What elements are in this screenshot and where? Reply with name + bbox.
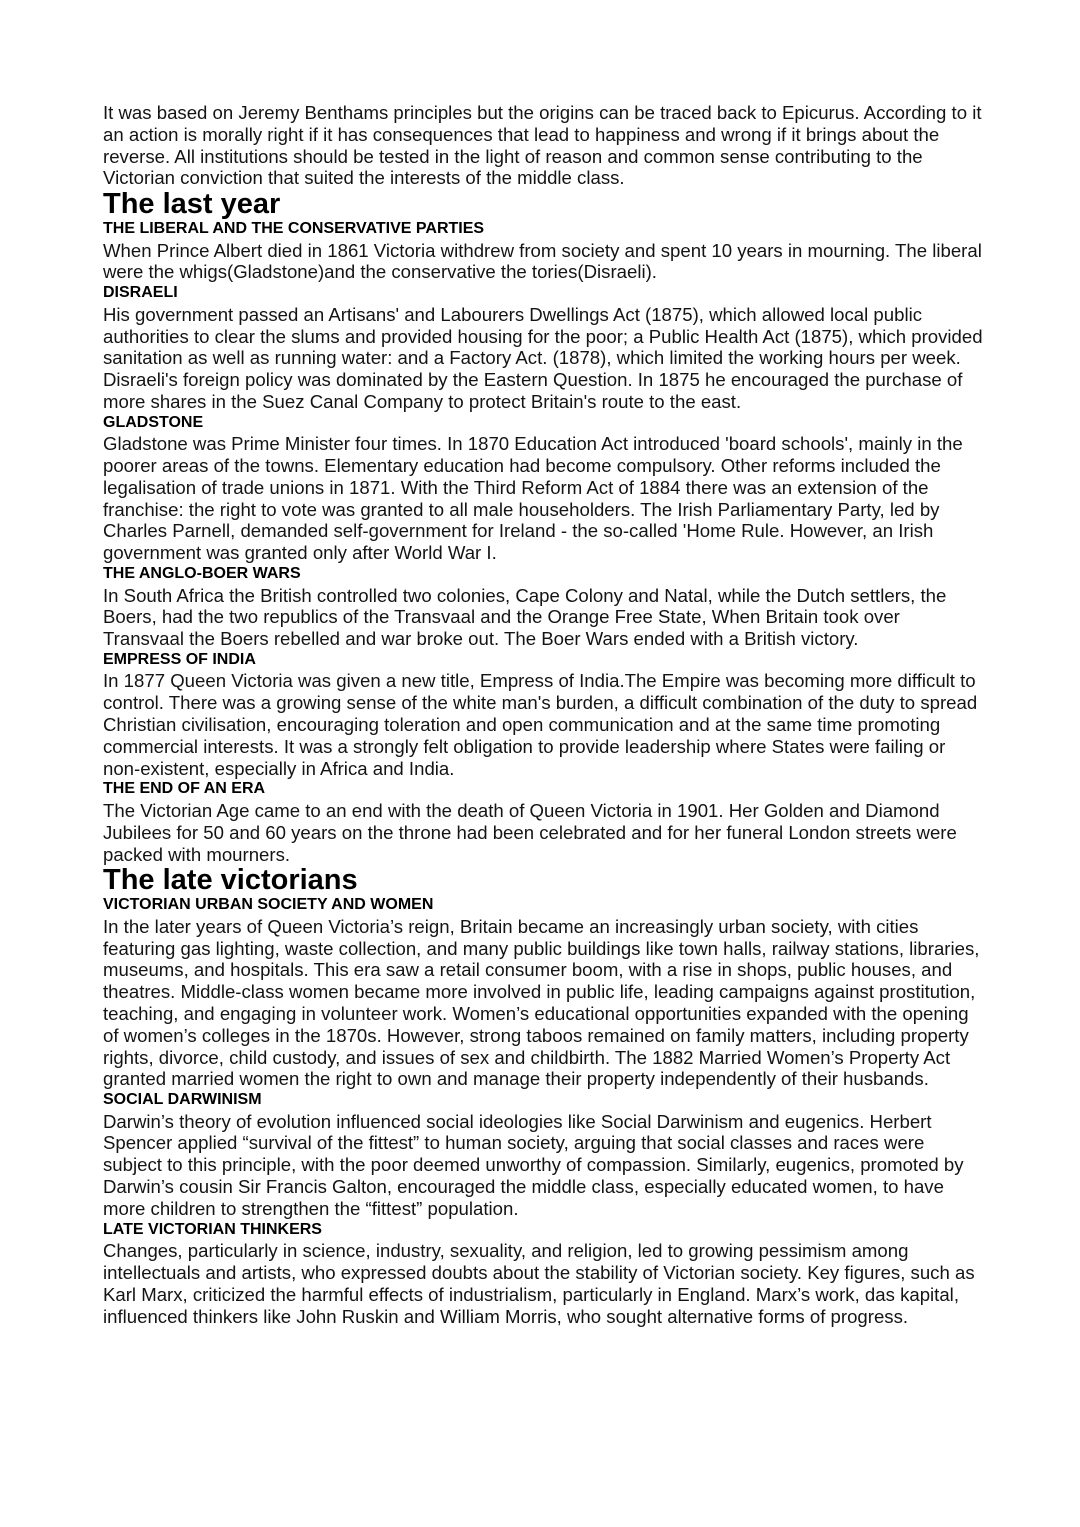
section-title-late-victorians: The late victorians [103,864,358,897]
paragraph-late-victorian-thinkers: Changes, particularly in science, industry, sexuality, and religion, led to growing pessimism among intellectuals and artists, who expressed doubts about the stability of Victorian society. Key figures, such as Karl Marx, criticized the harmful effects of industrialism, particularly in England. Marx’s work, das kapital, influenced thinkers like John Ruskin and William Morris, who sought alternative forms of progress. [103,1240,975,1327]
heading-gladstone: GLADSTONE [103,413,204,431]
heading-empress-of-india: EMPRESS OF INDIA [103,650,256,668]
paragraph-anglo-boer-wars: In South Africa the British controlled two colonies, Cape Colony and Natal, while the Dutch settlers, the Boers, had the two republics of the Transvaal and the Orange Free State, When Britain took over Transvaal the Boers rebelled and war broke out. The Boer Wars ended with a British victory. [103,584,947,650]
intro-paragraph: It was based on Jeremy Benthams principles but the origins can be traced back to Epicurus. According to it an action is morally right if it has consequences that lead to happiness and wrong if it brings about the reverse. All institutions should be tested in the light of reason and common sense contributing to the Victorian conviction that suited the interests of the middle class. [103,102,982,189]
document-page [103,102,983,1327]
paragraph-gladstone: Gladstone was Prime Minister four times. In 1870 Education Act introduced 'board schools', mainly in the poorer areas of the towns. Elementary education had become compulsory. Other reforms included the legalisation of trade unions in 1871. With the Third Reform Act of 1884 there was an extension of the franchise: the right to vote was granted to all male householders. The Irish Parliamentary Party, led by Charles Parnell, demanded self-government for Ireland - the so-called 'Home Rule. However, an Irish government was granted only after World War I. [103,433,963,564]
heading-end-of-an-era: THE END OF AN ERA [103,780,266,798]
heading-urban-society-women: VICTORIAN URBAN SOCIETY AND WOMEN [103,896,434,914]
paragraph-urban-society-women: In the later years of Queen Victoria’s reign, Britain became an increasingly urban society, with cities featuring gas lighting, waste collection, and many public buildings like town halls, railway stations, libraries, museums, and hospitals. This era saw a retail consumer boom, with a rise in shops, public houses, and theatres. Middle-class women became more involved in public life, leading campaigns against prostitution, teaching, and engaging in volunteer work. Women’s educational opportunities expanded with the opening of women’s colleges in the 1870s. However, strong taboos remained on family matters, including property rights, divorce, child custody, and issues of sex and childbirth. The 1882 Married Women’s Property Act granted married women the right to own and manage their property independently of their husbands. [103,915,980,1090]
heading-disraeli: DISRAELI [103,284,178,302]
paragraph-social-darwinism: Darwin’s theory of evolution influenced social ideologies like Social Darwinism and eugenics. Herbert Spencer applied “survival of the fittest” to human society, arguing that social classes and races were subject to this principle, with the poor deemed unworthy of compassion. Similarly, eugenics, promoted by Darwin’s cousin Sir Francis Galton, encouraged the middle class, especially educated women, to have more children to strengthen the “fittest” population. [103,1110,964,1219]
paragraph-end-of-an-era: The Victorian Age came to an end with the death of Queen Victoria in 1901. Her Golden and Diamond Jubilees for 50 and 60 years on the throne had been celebrated and for her funeral London streets were packed with mourners. [103,799,957,865]
paragraph-empress-of-india: In 1877 Queen Victoria was given a new title, Empress of India.The Empire was becoming more difficult to control. There was a growing sense of the white man's burden, a difficult combination of the duty to spread Christian civilisation, encouraging toleration and open communication and at the same time promoting commercial interests. It was a strongly felt obligation to provide leadership where States were failing or non-existent, especially in Africa and India. [103,670,978,779]
paragraph-disraeli: His government passed an Artisans' and Labourers Dwellings Act (1875), which allowed local public authorities to clear the slums and provided housing for the poor; a Public Health Act (1875), which provided sanitation as well as running water: and a Factory Act. (1878), which limited the working hours per week. Disraeli's foreign policy was dominated by the Eastern Question. In 1875 he encouraged the purchase of more shares in the Suez Canal Company to protect Britain's route to the east. [103,303,983,412]
heading-liberal-conservative-parties: THE LIBERAL AND THE CONSERVATIVE PARTIES [103,220,485,238]
section-title-last-year: The last year [103,188,281,221]
heading-social-darwinism: SOCIAL DARWINISM [103,1091,262,1109]
heading-late-victorian-thinkers: LATE VICTORIAN THINKERS [103,1220,322,1238]
paragraph-liberal-conservative-parties: When Prince Albert died in 1861 Victoria withdrew from society and spent 10 years in mourning. The liberal were the whigs(Gladstone)and the conservative the tories(Disraeli). [103,239,982,283]
heading-anglo-boer-wars: THE ANGLO-BOER WARS [103,565,301,583]
